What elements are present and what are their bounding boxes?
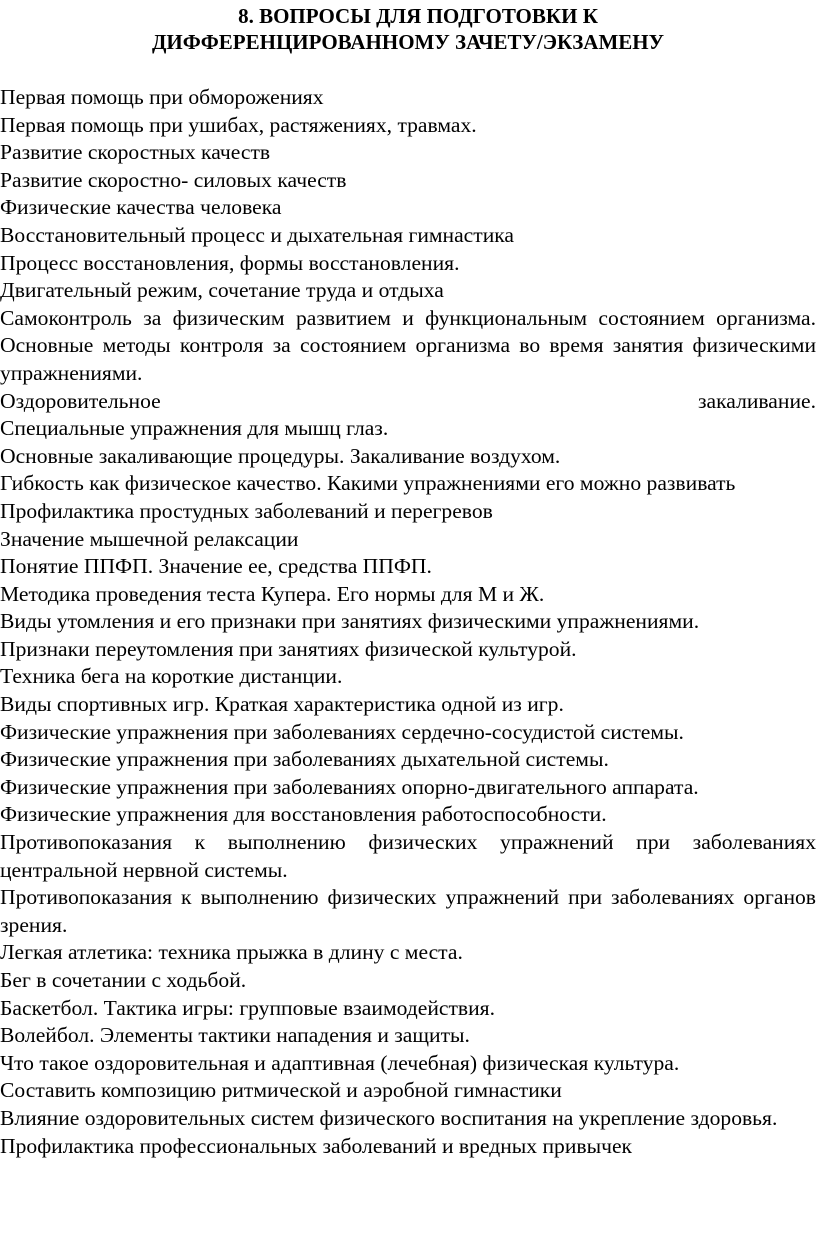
question-item: Физические упражнения для восстановления работоспособности. xyxy=(0,802,607,827)
question-item: Легкая атлетика: техника прыжка в длину с места. xyxy=(0,940,463,965)
question-item: Первая помощь при обморожениях xyxy=(0,85,324,109)
question-item: Физические упражнения при заболеваниях сердечно-сосудистой системы. xyxy=(0,719,684,744)
question-item: Волейбол. Элементы тактики нападения и защиты. xyxy=(0,1023,470,1048)
question-item: Восстановительный процесс и дыхательная гимнастика xyxy=(0,222,515,247)
question-item: Гибкость как физическое качество. Какими упражнениями его можно развивать xyxy=(0,471,736,496)
question-item: Первая помощь при ушибах, растяжениях, травмах. xyxy=(0,112,477,137)
question-item: Методика проведения теста Купера. Его нормы для М и Ж. xyxy=(0,581,545,606)
question-item: Противопоказания к выполнению физических упражнений при заболеваниях центральной нервной системы. xyxy=(0,830,816,882)
question-item: Признаки переутомления при занятиях физической культурой. xyxy=(0,636,577,661)
question-item: Виды утомления и его признаки при занятиях физическими упражнениями. xyxy=(0,609,700,634)
question-item: Понятие ППФП. Значение ее, средства ППФП. xyxy=(0,554,432,579)
question-item: Виды спортивных игр. Краткая характеристика одной из игр. xyxy=(0,692,564,717)
question-item: Профилактика простудных заболеваний и перегревов xyxy=(0,498,493,523)
question-item: Бег в сочетании с ходьбой. xyxy=(0,968,247,992)
question-item: Профилактика профессиональных заболеваний и вредных привычек xyxy=(0,1133,633,1158)
section-title-line-2: ДИФФЕРЕНЦИРОВАННОМУ ЗАЧЕТУ/ЭКЗАМЕНУ xyxy=(151,30,665,54)
question-item: Техника бега на короткие дистанции. xyxy=(0,664,343,689)
section-title-line-1: 8. ВОПРОСЫ ДЛЯ ПОДГОТОВКИ К xyxy=(238,4,598,28)
question-list xyxy=(0,84,816,1160)
question-item: Что такое оздоровительная и адаптивная (лечебная) физическая культура. xyxy=(0,1050,680,1075)
question-item: Развитие скоростно- силовых качеств xyxy=(0,167,347,192)
question-item: Физические упражнения при заболеваниях дыхательной системы. xyxy=(0,747,609,772)
question-item: Специальные упражнения для мышц глаз. xyxy=(0,416,389,441)
question-item: Основные закаливающие процедуры. Закаливание воздухом. xyxy=(0,443,561,468)
question-item: Влияние оздоровительных систем физического воспитания на укрепление здоровья. xyxy=(0,1105,778,1130)
question-item: Развитие скоростных качеств xyxy=(0,140,271,165)
question-item: Процесс восстановления, формы восстановления. xyxy=(0,250,460,275)
question-item: Значение мышечной релаксации xyxy=(0,526,299,551)
question-item: Баскетбол. Тактика игры: групповые взаимодействия. xyxy=(0,995,496,1020)
question-item: Противопоказания к выполнению физических упражнений при заболеваниях органов зрения. xyxy=(0,885,816,937)
question-item: Физические качества человека xyxy=(0,195,282,220)
question-item: Самоконтроль за физическим развитием и функциональным состоянием организма. Основные методы контроля за состоянием организма во время занятия физическими упражнениями. xyxy=(0,305,816,385)
question-item: Оздоровительное закаливание. xyxy=(0,388,816,413)
question-item: Двигательный режим, сочетание труда и отдыха xyxy=(0,278,444,303)
question-item: Физические упражнения при заболеваниях опорно-двигательного аппарата. xyxy=(0,774,699,799)
question-item: Составить композицию ритмической и аэробной гимнастики xyxy=(0,1078,562,1103)
